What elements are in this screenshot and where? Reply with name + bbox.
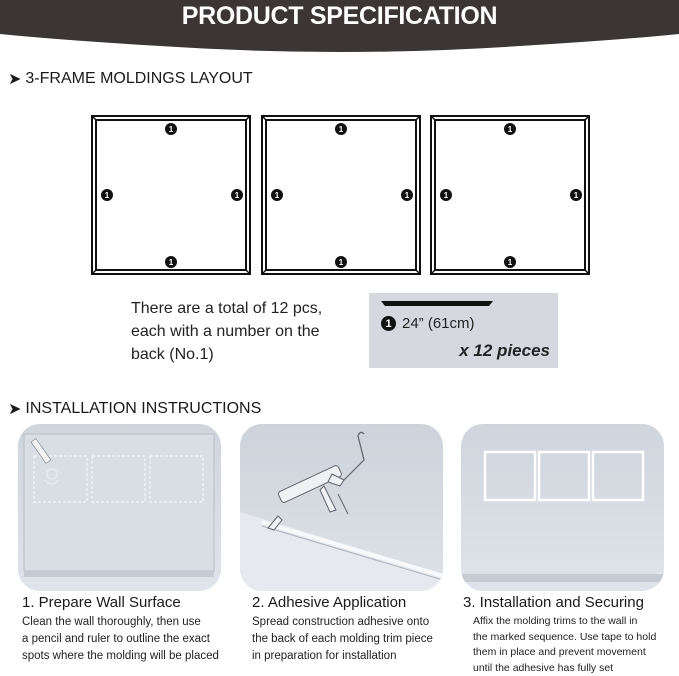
step-3-line-4: until the adhesive has fully set [473, 661, 656, 676]
step-1-line-3: spots where the molding will be placed [22, 648, 219, 665]
description-line-3: back (No.1) [131, 343, 371, 366]
step-3-title: 3. Installation and Securing [463, 594, 644, 611]
frame-badge-left: 1 [275, 191, 280, 200]
frame-badge-top: 1 [508, 125, 513, 134]
frame-badge-top: 1 [169, 125, 174, 134]
frame-badge-top: 1 [339, 125, 344, 134]
step-1-description [22, 614, 219, 665]
step-3-line-1: Affix the molding trims to the wall in [473, 614, 656, 630]
step-3-illustration [461, 424, 664, 591]
frame-badge-bottom: 1 [169, 258, 174, 267]
layout-section-heading [8, 69, 253, 89]
step-2-illustration [240, 424, 443, 591]
page-title: PRODUCT SPECIFICATION [0, 2, 679, 31]
frame-badge-bottom: 1 [339, 258, 344, 267]
arrow-right-icon: ➤ [8, 399, 21, 419]
install-section-title: INSTALLATION INSTRUCTIONS [25, 400, 261, 418]
molding-frame-1 [91, 115, 251, 275]
frame-badge-right: 1 [235, 191, 240, 200]
header-banner [0, 0, 679, 56]
arrow-right-icon: ➤ [8, 69, 21, 89]
layout-section-title: 3-FRAME MOLDINGS LAYOUT [25, 70, 252, 88]
step-2-line-3: in preparation for installation [252, 648, 433, 665]
frame-badge-right: 1 [405, 191, 410, 200]
molding-piece-icon [381, 299, 493, 309]
frame-badge-left: 1 [444, 191, 449, 200]
frame-badge-bottom: 1 [508, 258, 513, 267]
piece-count-description [131, 297, 371, 366]
molding-frame-3 [430, 115, 590, 275]
description-line-2: each with a number on the [131, 320, 371, 343]
step-3-line-2: the marked sequence. Use tape to hold [473, 630, 656, 646]
step-2-line-1: Spread construction adhesive onto [252, 614, 433, 631]
description-line-1: There are a total of 12 pcs, [131, 297, 371, 320]
frame-badge-left: 1 [105, 191, 110, 200]
spec-quantity: x 12 pieces [459, 341, 550, 361]
install-section-heading [8, 399, 261, 419]
step-2-line-2: the back of each molding trim piece [252, 631, 433, 648]
spec-box [369, 293, 558, 368]
step-2-title: 2. Adhesive Application [252, 594, 406, 611]
spec-size [381, 315, 475, 332]
molding-frame-2 [261, 115, 421, 275]
number-badge-icon: 1 [381, 316, 396, 331]
step-1-title: 1. Prepare Wall Surface [22, 594, 181, 611]
step-3-description [473, 614, 656, 676]
frame-badge-right: 1 [574, 191, 579, 200]
step-1-illustration [18, 424, 221, 591]
spec-size-text: 24” (61cm) [402, 315, 475, 332]
step-2-description [252, 614, 433, 665]
step-3-line-3: them in place and prevent movement [473, 645, 656, 661]
step-1-line-2: a pencil and ruler to outline the exact [22, 631, 219, 648]
step-1-line-1: Clean the wall thoroughly, then use [22, 614, 219, 631]
